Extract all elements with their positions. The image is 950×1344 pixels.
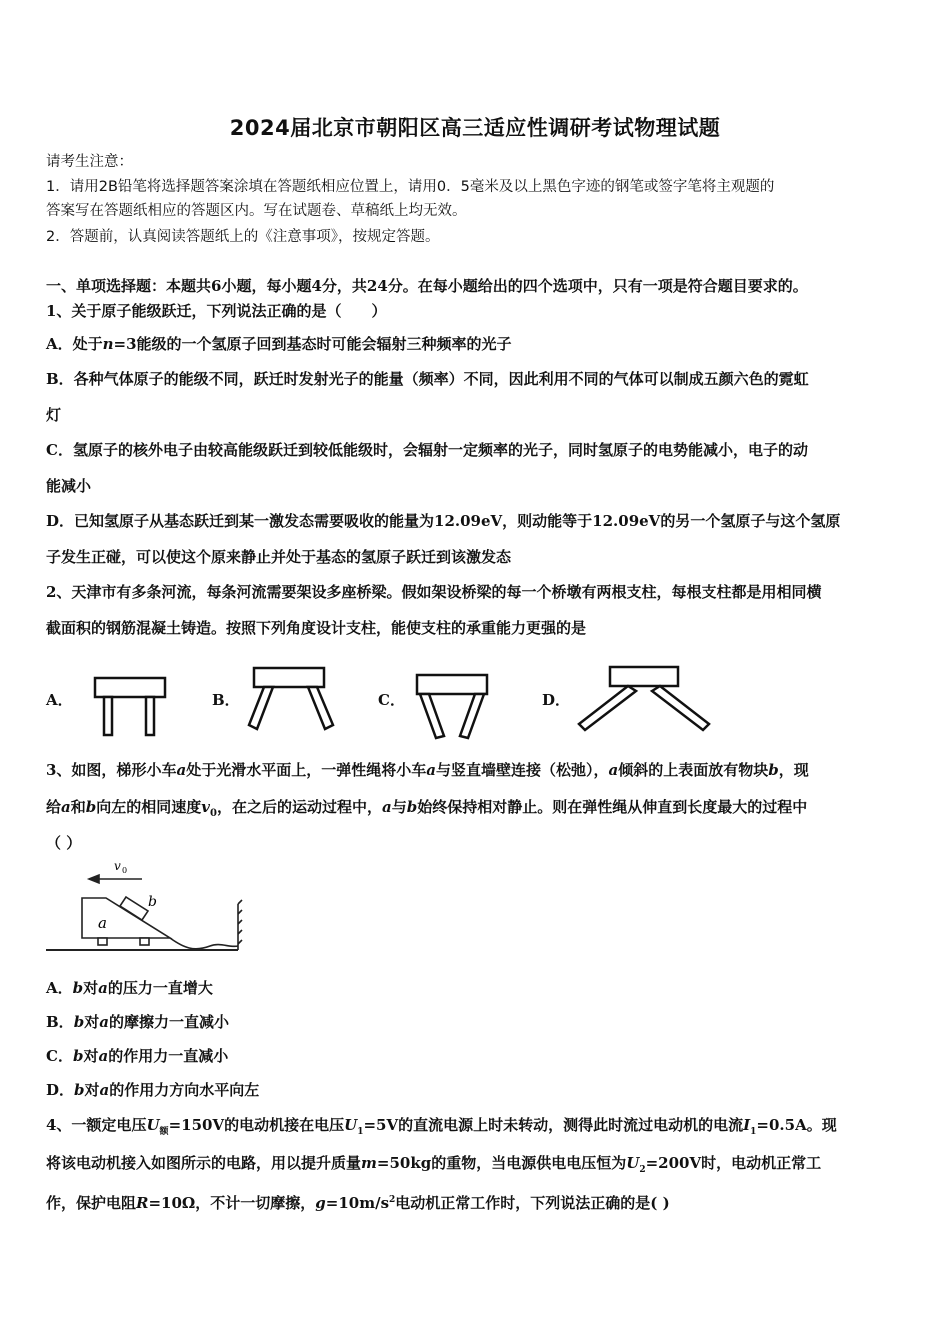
- q1-option-c-line2: 能减小: [46, 477, 92, 495]
- notice-item-1b: 答案写在答题纸相应的答题区内。写在试题卷、草稿纸上均无效。: [46, 203, 467, 219]
- q2-figure-b: [246, 665, 336, 735]
- notice-item-1a: 1．请用2B铅笔将选择题答案涂填在答题纸相应位置上，请用0．5毫米及以上黑色字迹的钢笔或签字笔将主观题的: [46, 179, 775, 195]
- q3-figure-b-label: b: [148, 894, 157, 910]
- q2-option-d-label: D．: [542, 691, 571, 709]
- q1-option-d-line2: 子发生正碰，可以使这个原来静止并处于基态的氢原子跃迁到该激发态: [46, 548, 512, 566]
- q2-stem-line1: 2、天津市有多条河流，每条河流需要架设多座桥梁。假如架设桥梁的每一个桥墩有两根支柱，每根支柱都是用相同横: [46, 583, 822, 601]
- q3-figure-a-label: a: [98, 914, 107, 932]
- q4-stem-line3: 作，保护电阻R=10Ω，不计一切摩擦，$g=10m/s^2$电动机正常工作时，下列说法正确的是( ): [46, 1194, 670, 1212]
- q3-figure-v0-sub: 0: [122, 866, 128, 875]
- q2-option-a-label: A．: [46, 691, 73, 709]
- q3-option-a: A．b对a的压力一直增大: [46, 979, 213, 997]
- q1-option-c-line1: C．氢原子的核外电子由较高能级跃迁到较低能级时，会辐射一定频率的光子，同时氢原子的电势能减小，电子的动: [46, 441, 808, 459]
- q2-stem-line2: 截面积的钢筋混凝土铸造。按照下列角度设计支柱，能使支柱的承重能力更强的是: [46, 619, 587, 637]
- q3-option-d: D．b对a的作用力方向水平向左: [46, 1081, 260, 1099]
- q2-option-c-label: C．: [378, 691, 405, 709]
- notice-heading: 请考生注意：: [46, 154, 133, 170]
- q1-option-d-line1: D．已知氢原子从基态跃迁到某一激发态需要吸收的能量为12.09eV，则动能等于12.09eV的另一个氢原子与这个氢原: [46, 512, 841, 530]
- q3-figure-v0-label: v: [114, 860, 121, 873]
- q1-option-a: A．处于n=3能级的一个氢原子回到基态时可能会辐射三种频率的光子: [46, 335, 512, 353]
- q2-figure-a: [90, 670, 170, 740]
- q1-option-b-line1: B．各种气体原子的能级不同，跃迁时发射光子的能量（频率）不同，因此利用不同的气体可以制成五颜六色的霓虹: [46, 370, 809, 388]
- q3-stem-line2: 给a和b向左的相同速度$v_0$，在之后的运动过程中，a与b始终保持相对静止。则在弹性绳从伸直到长度最大的过程中: [46, 798, 808, 819]
- q2-figure-d: [576, 664, 712, 734]
- q1-option-b-line2: 灯: [46, 406, 62, 424]
- section-heading: 一、单项选择题：本题共6小题，每小题4分，共24分。在每小题给出的四个选项中，只有一项是符合题目要求的。: [46, 277, 808, 295]
- q3-figure-cart: [44, 860, 248, 956]
- q3-option-c: C．b对a的作用力一直减小: [46, 1047, 229, 1065]
- q3-answer-brackets: （ ）: [46, 834, 82, 852]
- q4-stem-line1: 4、一额定电压$U_额=150V$的电动机接在电压$U_1=5V$的直流电源上时未转动，测得此时流过电动机的电流$I_1=0.5A$。现: [46, 1116, 837, 1137]
- q1-stem: 1、关于原子能级跃迁，下列说法正确的是（ ）: [46, 302, 387, 320]
- q3-option-b: B．b对a的摩擦力一直减小: [46, 1013, 229, 1031]
- q4-stem-line2: 将该电动机接入如图所示的电路，用以提升质量m=50kg的重物，当电源供电电压恒为$U_2=200V$时，电动机正常工: [46, 1154, 822, 1175]
- notice-item-2: 2．答题前，认真阅读答题纸上的《注意事项》，按规定答题。: [46, 229, 440, 245]
- q3-stem-line1: 3、如图，梯形小车a处于光滑水平面上，一弹性绳将小车a与竖直墙壁连接（松弛），a倾斜的上表面放有物块b，现: [46, 761, 809, 779]
- q2-figure-c: [410, 672, 495, 742]
- page-title: 2024届北京市朝阳区高三适应性调研考试物理试题: [229, 116, 721, 140]
- q2-option-b-label: B．: [212, 691, 240, 709]
